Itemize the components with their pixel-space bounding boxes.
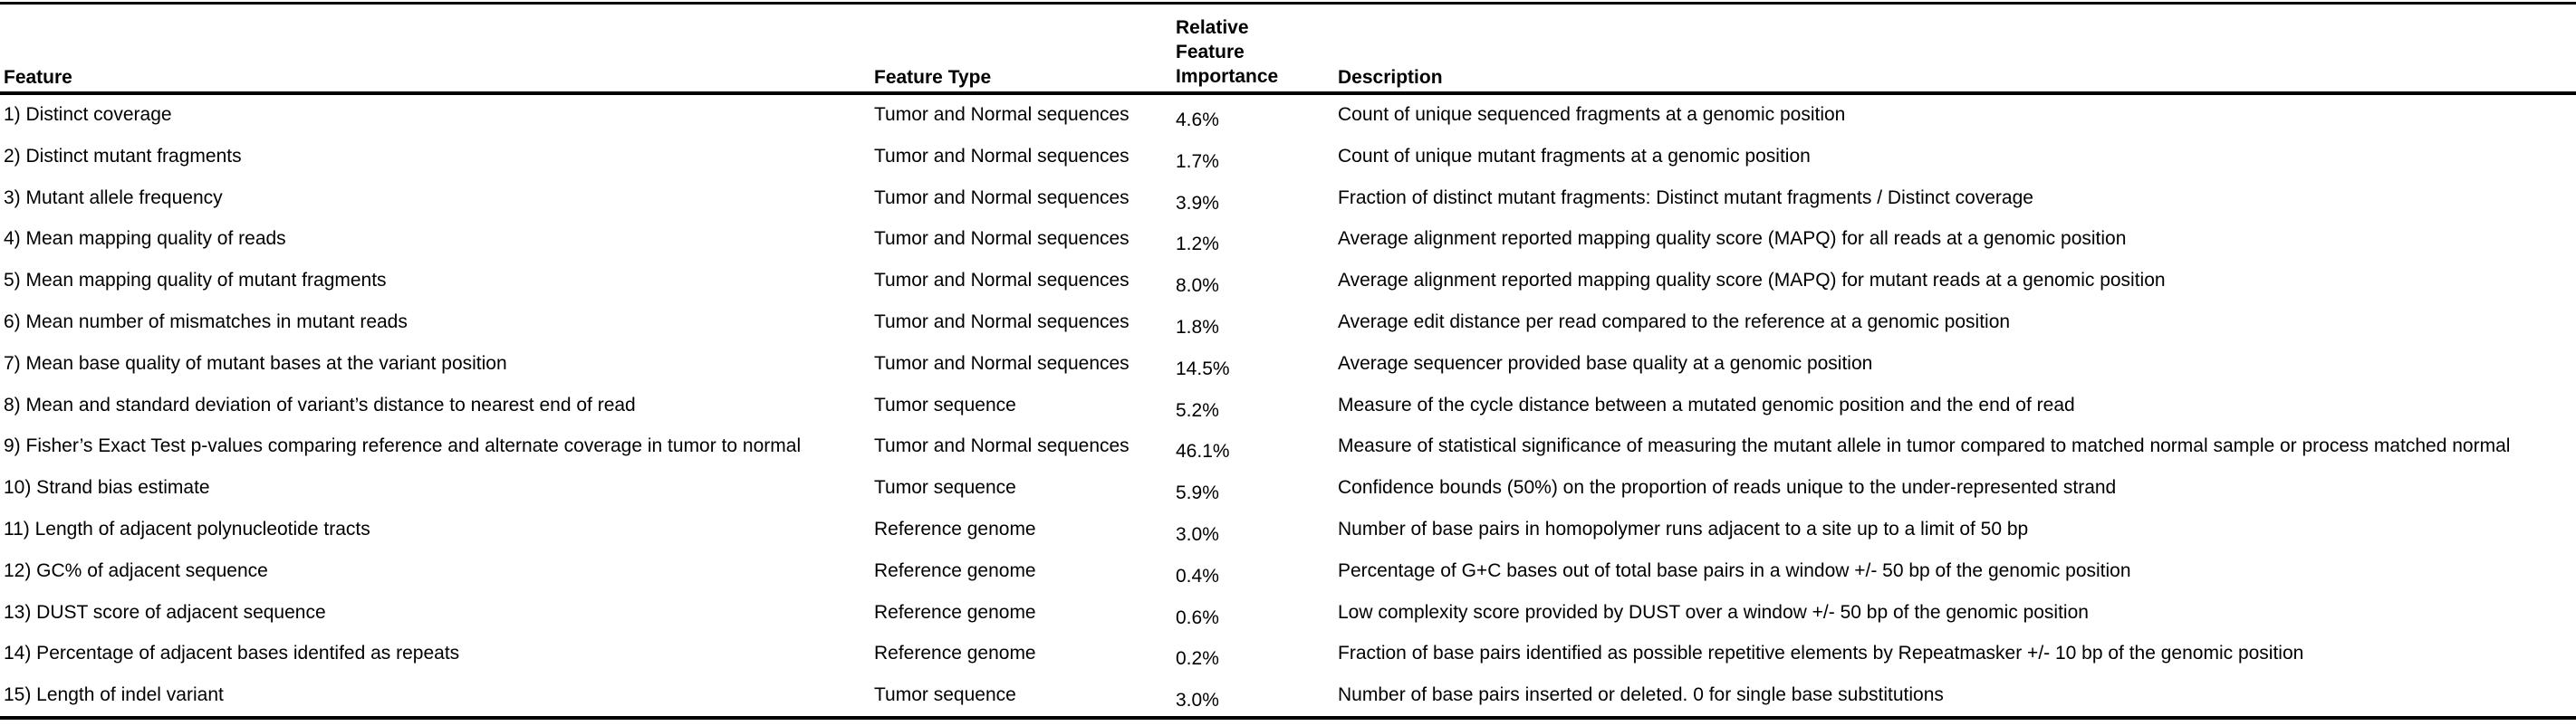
- feature-cell: 10) Strand bias estimate: [4, 477, 210, 499]
- feature-cell: 9) Fisher’s Exact Test p-values comparing reference and alternate coverage in tumor to normal: [4, 435, 802, 457]
- table-row: [0, 343, 2576, 385]
- feature-cell: 11) Length of adjacent polynucleotide tracts: [4, 519, 370, 540]
- description-cell: Number of base pairs in homopolymer runs adjacent to a site up to a limit of 50 bp: [1338, 519, 2029, 540]
- importance-cell: 5.2%: [1176, 399, 1219, 421]
- description-cell: Count of unique mutant fragments at a genomic position: [1338, 145, 1811, 167]
- feature-type-cell: Tumor sequence: [874, 684, 1016, 706]
- importance-cell: 3.9%: [1176, 192, 1219, 214]
- table-row: [0, 218, 2576, 260]
- header-description: Description: [1338, 67, 1443, 88]
- table-row: [0, 674, 2576, 716]
- table-row: [0, 633, 2576, 674]
- header-importance-line-1: Relative: [1176, 17, 1249, 38]
- table-row: [0, 467, 2576, 509]
- description-cell: Average sequencer provided base quality at a genomic position: [1338, 352, 1873, 374]
- header-relative-feature-importance: [1176, 15, 1278, 89]
- table-row: [0, 260, 2576, 301]
- importance-cell: 8.0%: [1176, 275, 1219, 297]
- feature-type-cell: Tumor sequence: [874, 394, 1016, 416]
- importance-cell: 4.6%: [1176, 110, 1219, 130]
- feature-cell: 6) Mean number of mismatches in mutant reads: [4, 311, 408, 332]
- header-feature: Feature: [4, 67, 72, 88]
- feature-cell: 8) Mean and standard deviation of variant’s distance to nearest end of read: [4, 394, 636, 416]
- table-row: [0, 385, 2576, 426]
- importance-cell: 46.1%: [1176, 441, 1230, 463]
- importance-cell: 1.7%: [1176, 150, 1219, 172]
- description-cell: Average edit distance per read compared to the reference at a genomic position: [1338, 311, 2011, 332]
- table-row: [0, 94, 2576, 136]
- description-cell: Fraction of base pairs identified as possible repetitive elements by Repeatmasker +/- 10 bp of the genomic position: [1338, 643, 2304, 664]
- importance-cell: 1.2%: [1176, 234, 1219, 255]
- feature-cell: 15) Length of indel variant: [4, 684, 224, 706]
- description-cell: Average alignment reported mapping quality score (MAPQ) for all reads at a genomic position: [1338, 228, 2127, 250]
- importance-cell: 3.0%: [1176, 690, 1219, 712]
- feature-cell: 5) Mean mapping quality of mutant fragments: [4, 270, 387, 291]
- feature-cell: 13) DUST score of adjacent sequence: [4, 601, 326, 623]
- importance-cell: 1.8%: [1176, 317, 1219, 338]
- feature-type-cell: Tumor and Normal sequences: [874, 352, 1129, 374]
- table-row: [0, 301, 2576, 343]
- feature-type-cell: Tumor and Normal sequences: [874, 311, 1129, 332]
- importance-cell: 0.2%: [1176, 648, 1219, 670]
- table-bottom-rule: [0, 716, 2576, 720]
- feature-type-cell: Reference genome: [874, 519, 1036, 540]
- feature-type-cell: Tumor and Normal sequences: [874, 435, 1129, 457]
- feature-type-cell: Tumor and Normal sequences: [874, 228, 1129, 250]
- description-cell: Percentage of G+C bases out of total base pairs in a window +/- 50 bp of the genomic position: [1338, 559, 2131, 581]
- feature-cell: 1) Distinct coverage: [4, 104, 172, 125]
- feature-type-cell: Tumor and Normal sequences: [874, 145, 1129, 167]
- feature-cell: 4) Mean mapping quality of reads: [4, 228, 286, 250]
- importance-cell: 14.5%: [1176, 358, 1230, 379]
- importance-cell: 0.6%: [1176, 607, 1219, 628]
- table-row: [0, 550, 2576, 592]
- feature-type-cell: Tumor and Normal sequences: [874, 186, 1129, 208]
- description-cell: Average alignment reported mapping quality score (MAPQ) for mutant reads at a genomic position: [1338, 270, 2166, 291]
- feature-type-cell: Tumor sequence: [874, 477, 1016, 499]
- feature-type-cell: Reference genome: [874, 643, 1036, 664]
- feature-cell: 12) GC% of adjacent sequence: [4, 559, 268, 581]
- table-row: [0, 177, 2576, 219]
- header-feature-type: Feature Type: [874, 67, 992, 88]
- feature-cell: 7) Mean base quality of mutant bases at the variant position: [4, 352, 507, 374]
- description-cell: Measure of statistical significance of measuring the mutant allele in tumor compared to matched normal sample or process matched normal: [1338, 435, 2511, 457]
- feature-type-cell: Reference genome: [874, 559, 1036, 581]
- feature-type-cell: Reference genome: [874, 601, 1036, 623]
- description-cell: Number of base pairs inserted or deleted. 0 for single base substitutions: [1338, 684, 1944, 706]
- importance-cell: 5.9%: [1176, 482, 1219, 504]
- table-row: [0, 509, 2576, 550]
- description-cell: Fraction of distinct mutant fragments: Distinct mutant fragments / Distinct coverage: [1338, 186, 2033, 208]
- table-row: [0, 592, 2576, 634]
- feature-cell: 14) Percentage of adjacent bases identifed as repeats: [4, 643, 460, 664]
- table-row: [0, 136, 2576, 177]
- feature-type-cell: Tumor and Normal sequences: [874, 270, 1129, 291]
- feature-type-cell: Tumor and Normal sequences: [874, 104, 1129, 125]
- description-cell: Measure of the cycle distance between a mutated genomic position and the end of read: [1338, 394, 2075, 416]
- description-cell: Count of unique sequenced fragments at a genomic position: [1338, 104, 1846, 125]
- table-row: [0, 425, 2576, 467]
- table-top-rule: [0, 2, 2576, 5]
- importance-cell: 0.4%: [1176, 565, 1219, 587]
- feature-cell: 3) Mutant allele frequency: [4, 186, 223, 208]
- feature-cell: 2) Distinct mutant fragments: [4, 145, 242, 167]
- header-importance-line-3: Importance: [1176, 66, 1279, 87]
- header-importance-line-2: Feature: [1176, 42, 1245, 62]
- description-cell: Confidence bounds (50%) on the proportion of reads unique to the under-represented strand: [1338, 477, 2117, 499]
- importance-cell: 3.0%: [1176, 524, 1219, 545]
- description-cell: Low complexity score provided by DUST over a window +/- 50 bp of the genomic position: [1338, 601, 2089, 623]
